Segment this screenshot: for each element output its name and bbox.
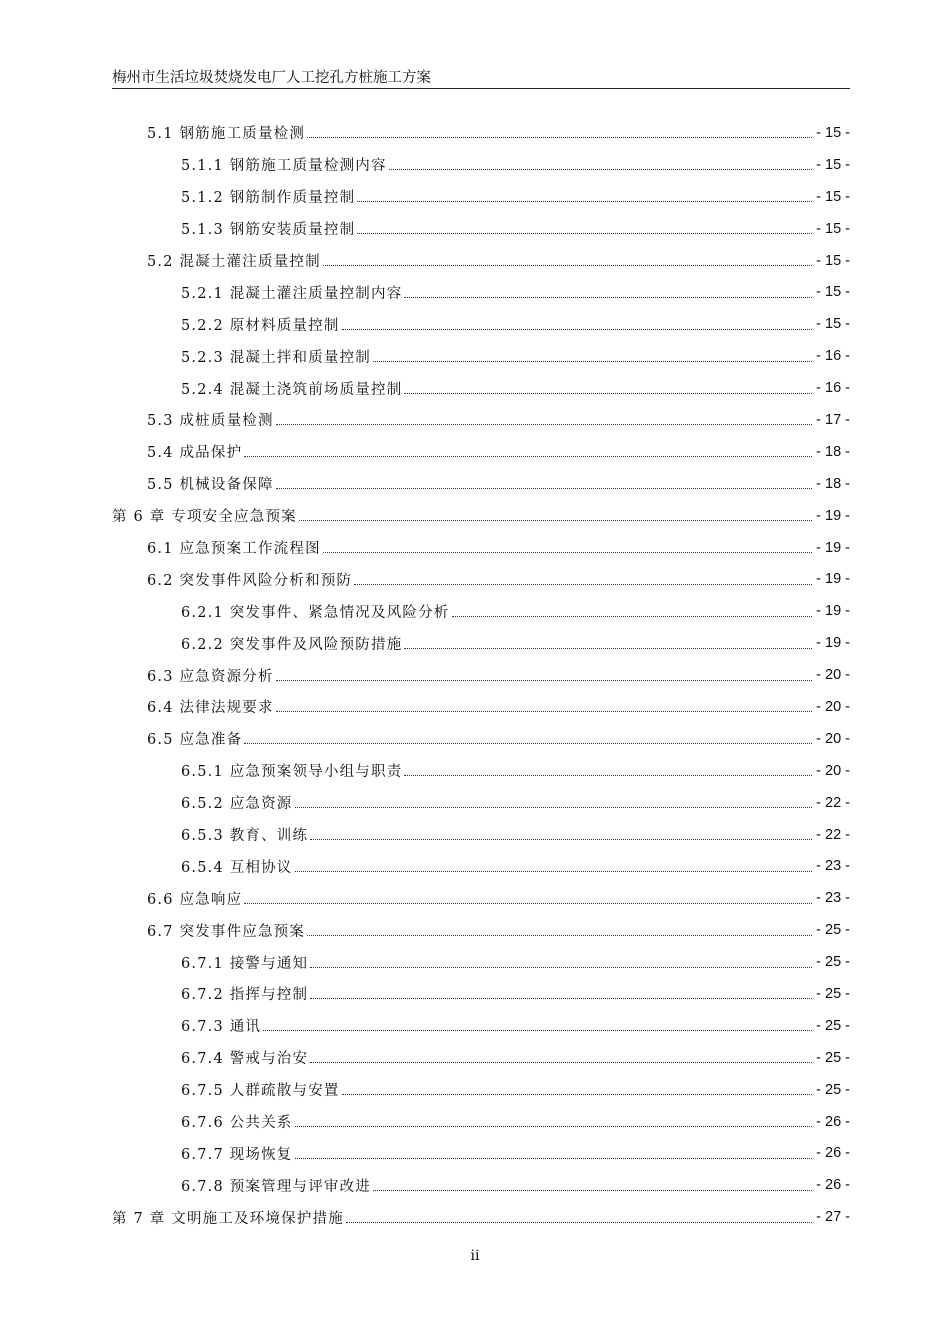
toc-dot-leader	[389, 169, 812, 170]
toc-entry[interactable]	[0, 149, 950, 181]
toc-entry-page: - 25 -	[816, 1049, 850, 1066]
toc-entry[interactable]	[0, 117, 950, 149]
toc-dot-leader	[310, 967, 812, 968]
toc-entry-page: - 19 -	[816, 635, 850, 652]
toc-entry[interactable]	[0, 500, 950, 532]
toc-entry-label: 6.7.7 现场恢复	[181, 1146, 293, 1163]
toc-entry[interactable]	[0, 1106, 950, 1138]
toc-entry-label: 5.2.1 混凝土灌注质量控制内容	[181, 285, 403, 302]
toc-dot-leader	[404, 393, 812, 394]
toc-entry[interactable]	[0, 659, 950, 691]
toc-entry-label: 5.2.3 混凝土拌和质量控制	[181, 349, 372, 366]
toc-dot-leader	[404, 775, 812, 776]
toc-dot-leader	[276, 424, 812, 425]
toc-dot-leader	[307, 137, 812, 138]
toc-dot-leader	[373, 361, 812, 362]
toc-entry-page: - 19 -	[816, 507, 850, 524]
toc-entry-page: - 27 -	[816, 1209, 850, 1226]
toc-dot-leader	[299, 520, 812, 521]
toc-entry[interactable]	[0, 819, 950, 851]
toc-entry-label: 6.1 应急预案工作流程图	[147, 541, 321, 558]
toc-dot-leader	[342, 329, 812, 330]
toc-entry-page: - 23 -	[816, 858, 850, 875]
toc-entry[interactable]	[0, 946, 950, 978]
toc-entry-page: - 18 -	[816, 443, 850, 460]
toc-entry-page: - 15 -	[816, 316, 850, 333]
toc-entry[interactable]	[0, 914, 950, 946]
toc-entry[interactable]	[0, 595, 950, 627]
toc-entry[interactable]	[0, 978, 950, 1010]
toc-entry-page: - 16 -	[816, 380, 850, 397]
toc-entry[interactable]	[0, 850, 950, 882]
toc-entry-page: - 16 -	[816, 348, 850, 365]
toc-entry[interactable]	[0, 404, 950, 436]
toc-entry[interactable]	[0, 787, 950, 819]
toc-entry-label: 6.7.4 警戒与治安	[181, 1051, 309, 1068]
toc-entry-page: - 20 -	[816, 667, 850, 684]
toc-entry-page: - 15 -	[816, 284, 850, 301]
toc-entry[interactable]	[0, 245, 950, 277]
toc-entry-label: 6.7.3 通讯	[181, 1019, 262, 1036]
toc-entry-page: - 15 -	[816, 252, 850, 269]
toc-entry-label: 6.7.6 公共关系	[181, 1115, 293, 1132]
toc-dot-leader	[276, 680, 812, 681]
toc-entry-label: 6.7.5 人群疏散与安置	[181, 1083, 340, 1100]
toc-entry-page: - 15 -	[816, 220, 850, 237]
toc-entry-label: 5.1.3 钢筋安装质量控制	[181, 222, 356, 239]
toc-entry[interactable]	[0, 532, 950, 564]
toc-entry-label: 6.5.2 应急资源	[181, 796, 293, 813]
toc-entry-label: 5.1.1 钢筋施工质量检测内容	[181, 158, 387, 175]
toc-entry-label: 6.5.4 互相协议	[181, 859, 293, 876]
toc-entry-label: 5.4 成品保护	[147, 445, 243, 462]
toc-entry-label: 6.2.1 突发事件、紧急情况及风险分析	[181, 604, 450, 621]
toc-entry[interactable]	[0, 627, 950, 659]
toc-dot-leader	[357, 233, 812, 234]
toc-entry-page: - 25 -	[816, 1017, 850, 1034]
page-number: ii	[470, 1248, 480, 1264]
toc-entry[interactable]	[0, 755, 950, 787]
toc-entry[interactable]	[0, 563, 950, 595]
toc-entry-label: 第 7 章 文明施工及环境保护措施	[112, 1210, 344, 1227]
toc-entry-label: 6.4 法律法规要求	[147, 700, 274, 717]
toc-dot-leader	[307, 935, 812, 936]
toc-dot-leader	[263, 1030, 812, 1031]
toc-entry-page: - 25 -	[816, 922, 850, 939]
toc-entry-page: - 19 -	[816, 571, 850, 588]
toc-entry[interactable]	[0, 1169, 950, 1201]
toc-dot-leader	[276, 488, 812, 489]
toc-dot-leader	[404, 648, 812, 649]
toc-entry-page: - 22 -	[816, 794, 850, 811]
toc-entry-label: 5.1.2 钢筋制作质量控制	[181, 190, 356, 207]
toc-entry-label: 5.2.2 原材料质量控制	[181, 317, 340, 334]
toc-dot-leader	[357, 201, 812, 202]
toc-entry-page: - 25 -	[816, 954, 850, 971]
toc-entry-label: 5.2 混凝土灌注质量控制	[147, 254, 321, 270]
toc-dot-leader	[310, 1062, 812, 1063]
toc-entry-page: - 25 -	[816, 985, 850, 1002]
toc-entry[interactable]	[0, 468, 950, 500]
toc-entry-page: - 22 -	[816, 826, 850, 843]
toc-dot-leader	[346, 1222, 812, 1223]
toc-dot-leader	[295, 1126, 812, 1127]
toc-entry-label: 6.2.2 突发事件及风险预防措施	[181, 636, 403, 653]
header-divider	[112, 88, 850, 89]
toc-entry-label: 5.2.4 混凝土浇筑前场质量控制	[181, 381, 403, 398]
toc-entry[interactable]	[0, 1074, 950, 1106]
toc-entry-page: - 19 -	[816, 539, 850, 556]
toc-entry[interactable]	[0, 181, 950, 213]
toc-entry-label: 6.7.1 接警与通知	[181, 955, 309, 972]
toc-entry[interactable]	[0, 436, 950, 468]
toc-entry[interactable]	[0, 723, 950, 755]
toc-dot-leader	[244, 743, 812, 744]
toc-entry-page: - 18 -	[816, 475, 850, 492]
toc-dot-leader	[342, 1094, 812, 1095]
toc-entry-page: - 26 -	[816, 1177, 850, 1194]
toc-dot-leader	[295, 871, 812, 872]
toc-entry[interactable]	[0, 308, 950, 340]
table-of-contents	[0, 117, 950, 1233]
toc-entry-page: - 23 -	[816, 890, 850, 907]
toc-dot-leader	[310, 839, 812, 840]
toc-entry-label: 6.7.2 指挥与控制	[181, 987, 309, 1004]
toc-entry-label: 6.7.8 预案管理与评审改进	[181, 1178, 372, 1195]
toc-entry-page: - 15 -	[816, 156, 850, 173]
toc-entry-label: 6.6 应急响应	[147, 891, 243, 908]
toc-entry[interactable]	[0, 276, 950, 308]
toc-dot-leader	[244, 456, 812, 457]
toc-dot-leader	[295, 1158, 812, 1159]
toc-entry-label: 第 6 章 专项安全应急预案	[112, 509, 297, 526]
toc-entry[interactable]	[0, 1042, 950, 1074]
toc-entry[interactable]	[0, 882, 950, 914]
toc-entry-label: 6.5.1 应急预案领导小组与职责	[181, 764, 403, 781]
toc-entry[interactable]	[0, 340, 950, 372]
toc-dot-leader	[276, 711, 812, 712]
toc-dot-leader	[354, 584, 812, 585]
toc-dot-leader	[404, 297, 812, 298]
toc-entry[interactable]	[0, 1138, 950, 1170]
toc-dot-leader	[323, 265, 812, 266]
toc-dot-leader	[295, 807, 812, 808]
toc-entry-page: - 15 -	[816, 124, 850, 141]
toc-entry-page: - 20 -	[816, 698, 850, 715]
toc-dot-leader	[323, 552, 812, 553]
toc-entry-label: 5.3 成桩质量检测	[147, 413, 274, 430]
toc-entry-label: 6.5.3 教育、训练	[181, 828, 309, 845]
toc-entry-label: 5.1 钢筋施工质量检测	[147, 126, 306, 143]
toc-entry-page: - 25 -	[816, 1081, 850, 1098]
toc-entry-page: - 20 -	[816, 762, 850, 779]
toc-entry-page: - 20 -	[816, 730, 850, 747]
toc-dot-leader	[244, 903, 812, 904]
toc-dot-leader	[373, 1190, 812, 1191]
toc-entry-page: - 19 -	[816, 603, 850, 620]
toc-dot-leader	[452, 616, 812, 617]
toc-entry-label: 6.5 应急准备	[147, 732, 243, 749]
toc-entry-page: - 17 -	[816, 411, 850, 428]
toc-entry[interactable]	[0, 372, 950, 404]
toc-entry[interactable]	[0, 1010, 950, 1042]
toc-entry-label: 6.7 突发事件应急预案	[147, 923, 306, 940]
toc-entry[interactable]	[0, 1201, 950, 1233]
toc-entry-page: - 15 -	[816, 188, 850, 205]
toc-entry-label: 5.5 机械设备保障	[147, 477, 274, 494]
toc-entry-label: 6.3 应急资源分析	[147, 668, 274, 685]
toc-entry[interactable]	[0, 213, 950, 245]
toc-entry-label: 6.2 突发事件风险分析和预防	[147, 572, 353, 589]
page-header-title: 梅州市生活垃圾焚烧发电厂人工挖孔方桩施工方案	[112, 70, 431, 86]
toc-dot-leader	[310, 998, 812, 999]
toc-entry[interactable]	[0, 691, 950, 723]
toc-entry-page: - 26 -	[816, 1113, 850, 1130]
toc-entry-page: - 26 -	[816, 1145, 850, 1162]
